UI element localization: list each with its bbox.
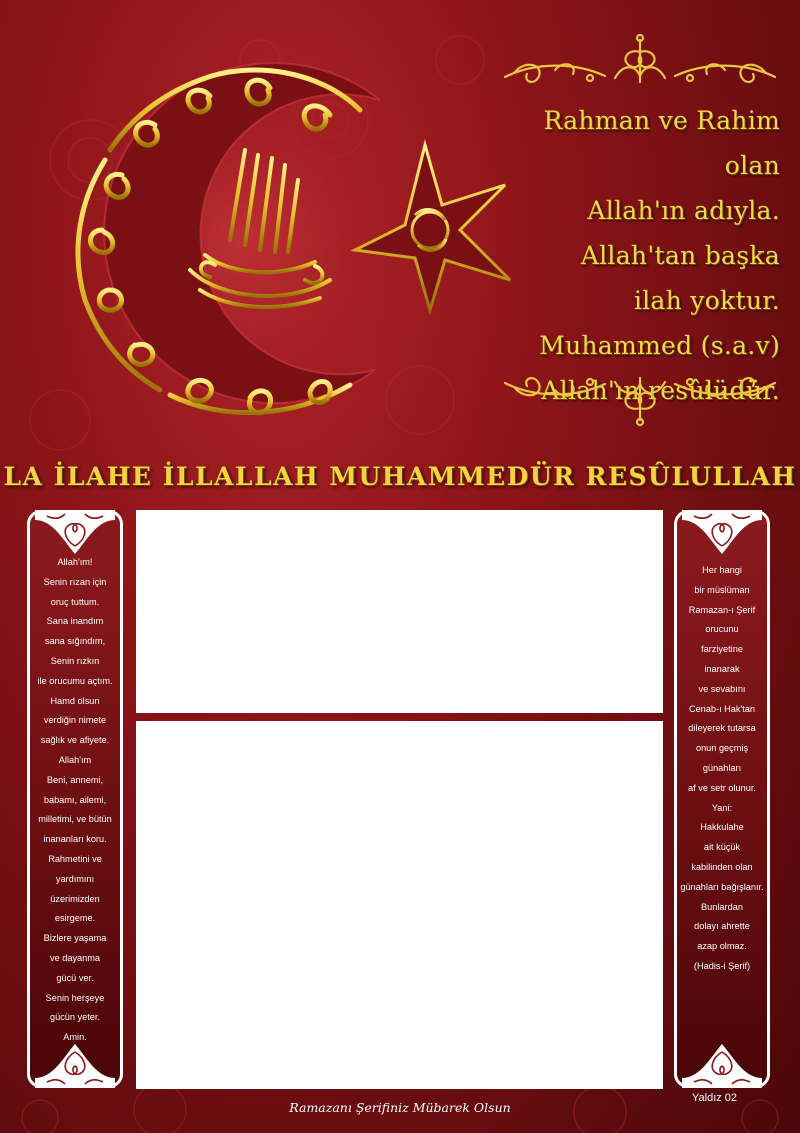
- right-panel-text: [677, 561, 767, 977]
- hadith-line: ait küçük: [703, 842, 741, 853]
- prayer-line: yardımını: [55, 873, 95, 884]
- hadith-line: Her hangi: [702, 565, 742, 575]
- crescent-star-emblem: [30, 40, 550, 430]
- hadith-line: Cenab-ı Hak'tan: [688, 703, 756, 714]
- verse-line: ilah yoktur.: [633, 286, 780, 315]
- right-hadith-panel: [674, 510, 770, 1088]
- scroll-ornament-top-icon: [495, 32, 785, 92]
- verse-block: [490, 98, 780, 413]
- verse-line: Allah'ın adıyla.: [587, 196, 780, 225]
- prayer-line: Allah'ım!: [57, 557, 93, 567]
- prayer-line: verdiğin nimete: [43, 715, 107, 726]
- hadith-line: azap olmaz.: [697, 941, 747, 952]
- panel-ornament-top-icon: [674, 510, 770, 556]
- prayer-line: gücün yeter.: [49, 1012, 101, 1023]
- panel-ornament-bottom-icon: [674, 1042, 770, 1088]
- prayer-line: esirgeme.: [54, 913, 96, 924]
- prayer-line: sağlık ve afiyete.: [40, 735, 110, 746]
- left-panel-text: [30, 553, 120, 1048]
- prayer-line: Amin.: [63, 1032, 87, 1043]
- prayer-line: Sana inandım: [46, 616, 104, 627]
- verse-line: Allah'tan başka: [580, 241, 780, 270]
- prayer-line: inananları koru.: [43, 834, 107, 845]
- hadith-line: onun geçmiş: [695, 743, 749, 754]
- prayer-line: Hamd olsun: [50, 695, 100, 706]
- hadith-line: inanarak: [704, 663, 740, 674]
- prayer-line: Bizlere yaşama: [43, 933, 107, 944]
- prayer-line: Allah'ım: [58, 754, 92, 765]
- hadith-line: Yani:: [711, 802, 733, 813]
- prayer-line: oruç tuttum.: [50, 596, 100, 607]
- prayer-line: Rahmetini ve: [48, 853, 102, 864]
- hadith-line: Ramazan-ı Şerif: [688, 604, 756, 615]
- prayer-line: ile orucumu açtım.: [37, 675, 113, 686]
- photo-placeholder-bottom: [136, 721, 663, 1089]
- hadith-line: kabilinden olan: [691, 861, 753, 872]
- panel-ornament-bottom-icon: [27, 1042, 123, 1088]
- prayer-line: Senin rızan için: [43, 576, 107, 587]
- prayer-line: milletimi, ve bütün: [38, 814, 112, 825]
- photo-placeholder-top: [136, 510, 663, 713]
- prayer-line: Senin rızkın: [50, 655, 100, 666]
- prayer-line: ve dayanma: [49, 952, 101, 963]
- hadith-line: farziyetine: [701, 644, 743, 655]
- scroll-ornament-bottom-icon: [495, 368, 785, 428]
- hadith-line: dolayı ahrette: [694, 921, 750, 932]
- shahada-heading: LA İLAHE İLLALLAH MUHAMMEDÜR RESÛLULLAH: [3, 462, 797, 491]
- hadith-line: bir müslüman: [694, 584, 750, 595]
- hadith-line: Hakkulahe: [700, 822, 744, 833]
- design-code: Yaldız 02: [692, 1092, 738, 1104]
- hadith-line: günahları: [702, 762, 742, 773]
- prayer-line: sana sığındım,: [44, 636, 106, 647]
- verse-line: Rahman ve Rahim olan: [543, 106, 780, 180]
- hadith-line: (Hadis-i Şerif): [693, 960, 751, 971]
- prayer-line: babamı, ailemi,: [43, 794, 107, 805]
- ramadan-greeting: Ramazanı Şerifiniz Mübarek Olsun: [289, 1100, 511, 1115]
- hadith-line: orucunu: [705, 624, 739, 635]
- hadith-line: dileyerek tutarsa: [688, 723, 756, 734]
- hadith-line: af ve setr olunur.: [688, 782, 756, 793]
- verse-line: Allah'ın resûlüdür.: [541, 376, 780, 405]
- panel-ornament-top-icon: [27, 510, 123, 556]
- prayer-line: Senin herşeye: [45, 992, 105, 1003]
- prayer-line: üzerimizden: [50, 893, 100, 904]
- hadith-line: günahları bağışlanır.: [680, 881, 764, 892]
- verse-line: Muhammed (s.a.v): [539, 331, 780, 360]
- hadith-line: ve sevabını: [698, 683, 746, 694]
- hadith-line: Bunlardan: [701, 901, 743, 912]
- prayer-line: gücü ver.: [56, 972, 94, 983]
- left-prayer-panel: [27, 510, 123, 1088]
- prayer-line: Beni, annemi,: [46, 774, 104, 785]
